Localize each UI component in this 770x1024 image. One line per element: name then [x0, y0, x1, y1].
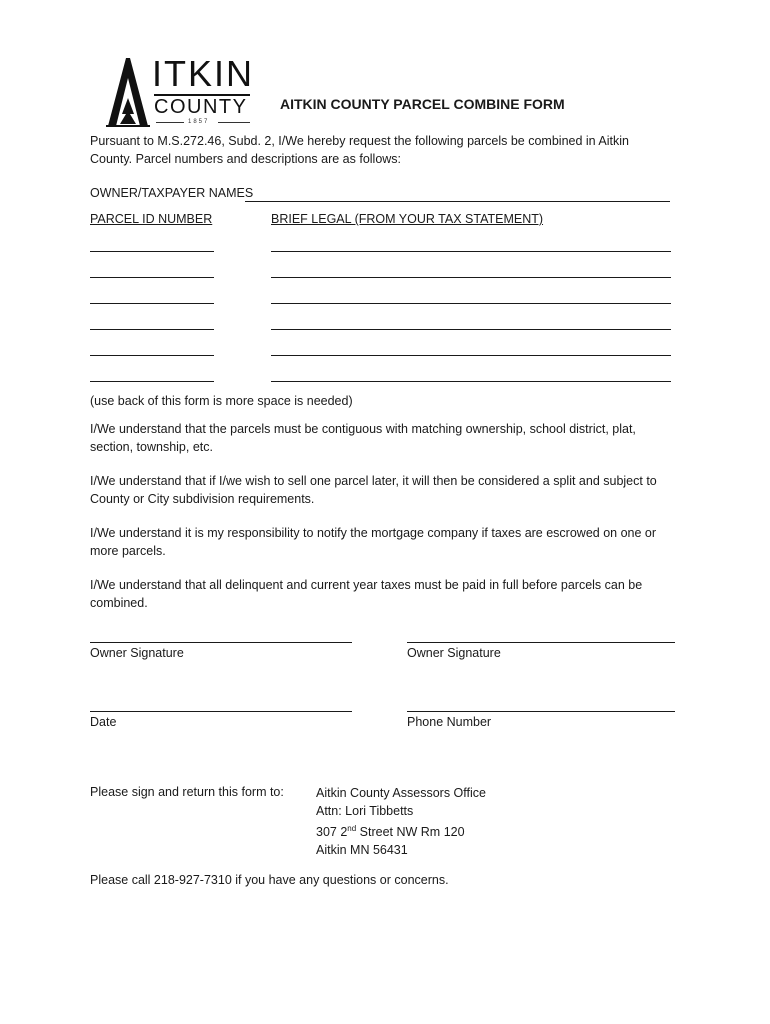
return-address — [316, 785, 486, 859]
brief-legal-field[interactable] — [271, 367, 671, 382]
intro-text: Pursuant to M.S.272.46, Subd. 2, I/We hereby request the following parcels be combined in Aitkin County. Parcel numbers and descriptions are as follows: — [90, 134, 629, 166]
brief-legal-field[interactable] — [271, 263, 671, 278]
owner-signature-label-2: Owner Signature — [407, 646, 501, 660]
brief-legal-field[interactable] — [271, 341, 671, 356]
owner-signature-field-1[interactable] — [90, 628, 352, 643]
statement-mortgage: I/We understand it is my responsibility to notify the mortgage company if taxes are escrowed on one or more parcels. — [90, 526, 657, 558]
parcel-id-field[interactable] — [90, 341, 214, 356]
phone-label: Phone Number — [407, 715, 492, 729]
logo-est: 1857 — [188, 119, 210, 125]
statement-contiguous: I/We understand that the parcels must be contiguous with matching ownership, school district, plat, section, township, etc. — [90, 422, 636, 454]
logo-text-county: COUNTY — [154, 96, 248, 118]
brief-legal-field[interactable] — [271, 237, 671, 252]
statement-taxes: I/We understand that all delinquent and current year taxes must be paid in full before parcels can be combined. — [90, 578, 643, 610]
brief-legal-field[interactable] — [271, 289, 671, 304]
space-note: (use back of this form is more space is needed) — [90, 394, 353, 408]
date-label: Date — [90, 715, 117, 729]
address-line-1: Aitkin County Assessors Office — [316, 786, 486, 800]
logo-text-aitkin: ITKIN — [152, 53, 255, 94]
brief-legal-field[interactable] — [271, 315, 671, 330]
parcel-id-field[interactable] — [90, 237, 214, 252]
address-line-3: 307 2nd Street NW Rm 120 — [316, 824, 465, 840]
address-line-4: Aitkin MN 56431 — [316, 842, 408, 857]
logo-a-tree-icon — [106, 56, 150, 128]
brief-legal-header: BRIEF LEGAL (FROM YOUR TAX STATEMENT) — [271, 212, 544, 226]
parcel-id-field[interactable] — [90, 367, 214, 382]
owner-names-field[interactable] — [245, 187, 670, 202]
phone-field[interactable] — [407, 697, 675, 712]
form-title: AITKIN COUNTY PARCEL COMBINE FORM — [280, 96, 565, 112]
owner-signature-field-2[interactable] — [407, 628, 675, 643]
owner-names-label: OWNER/TAXPAYER NAMES — [90, 186, 254, 200]
date-field[interactable] — [90, 697, 352, 712]
closing-text: Please call 218-927-7310 if you have any questions or concerns. — [90, 873, 449, 887]
parcel-id-field[interactable] — [90, 289, 214, 304]
statement-split: I/We understand that if I/we wish to sell one parcel later, it will then be considered a split and subject to County or City subdivision requirements. — [90, 474, 657, 506]
return-label: Please sign and return this form to: — [90, 785, 284, 799]
parcel-id-field[interactable] — [90, 263, 214, 278]
parcel-id-field[interactable] — [90, 315, 214, 330]
owner-signature-label-1: Owner Signature — [90, 646, 184, 660]
parcel-id-header: PARCEL ID NUMBER — [90, 212, 213, 226]
county-logo — [106, 53, 255, 128]
address-line-2: Attn: Lori Tibbetts — [316, 803, 414, 818]
